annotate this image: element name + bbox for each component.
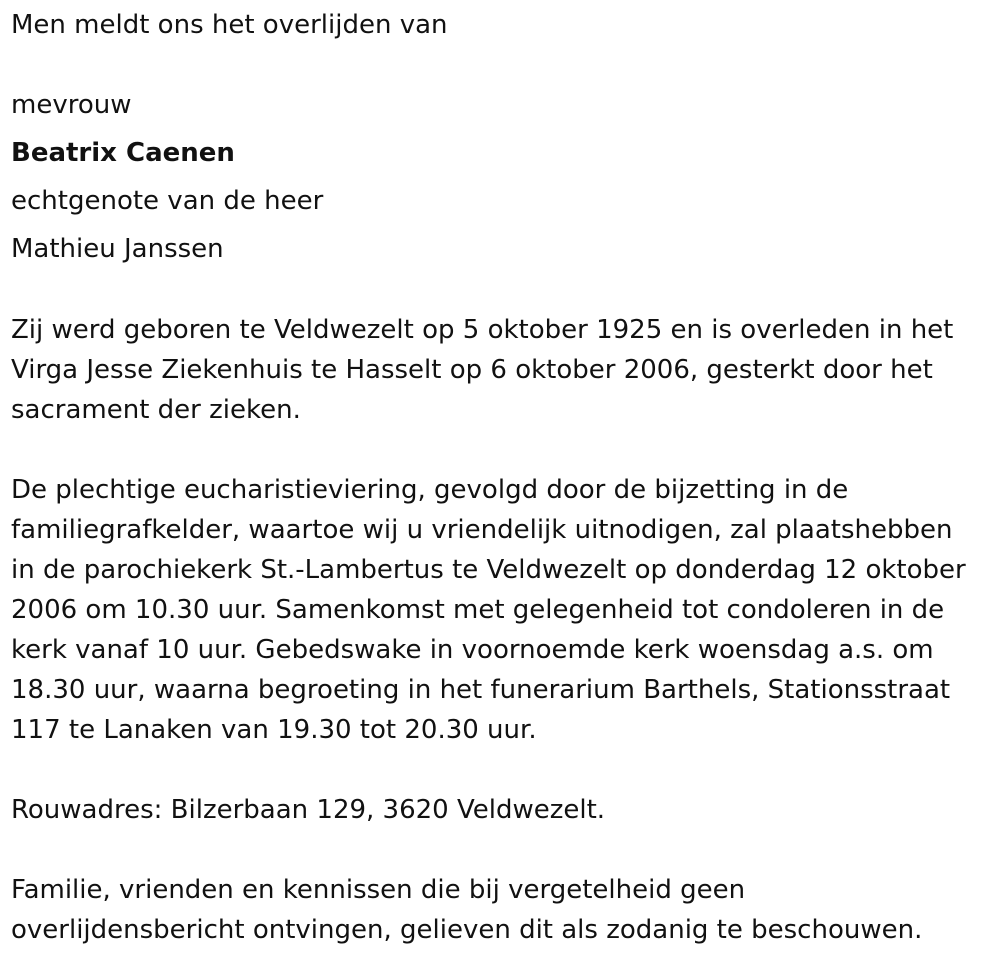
spouse-name: Mathieu Janssen (11, 234, 224, 264)
ceremony-line: 18.30 uur, waarna begroeting in het funerarium Barthels, Stationsstraat (11, 675, 951, 705)
relation-text: echtgenote van de heer (11, 186, 324, 216)
birth-line: Zij werd geboren te Veldwezelt op 5 oktober 1925 en is overleden in het (11, 315, 954, 345)
address-paragraph (11, 790, 991, 830)
ceremony-paragraph (11, 470, 991, 750)
closing-line: overlijdensbericht ontvingen, gelieven dit als zodanig te beschouwen. (11, 915, 923, 945)
deceased-name: Beatrix Caenen (11, 138, 235, 168)
mourning-address: Rouwadres: Bilzerbaan 129, 3620 Veldwezelt. (11, 795, 606, 825)
ceremony-line: De plechtige eucharistieviering, gevolgd door de bijzetting in de (11, 475, 849, 505)
birth-line: sacrament der zieken. (11, 395, 301, 425)
title-prefix: mevrouw (11, 90, 132, 120)
closing-paragraph (11, 870, 991, 950)
intro-text: Men meldt ons het overlijden van (11, 10, 448, 40)
ceremony-line: in de parochiekerk St.-Lambertus te Veldwezelt op donderdag 12 oktober (11, 555, 966, 585)
ceremony-line: 2006 om 10.30 uur. Samenkomst met gelegenheid tot condoleren in de (11, 595, 945, 625)
birth-line: Virga Jesse Ziekenhuis te Hasselt op 6 oktober 2006, gesterkt door het (11, 355, 933, 385)
ceremony-line: kerk vanaf 10 uur. Gebedswake in voornoemde kerk woensdag a.s. om (11, 635, 934, 665)
closing-line: Familie, vrienden en kennissen die bij vergetelheid geen (11, 875, 746, 905)
ceremony-line: familiegrafkelder, waartoe wij u vriendelijk uitnodigen, zal plaatshebben (11, 515, 953, 545)
birth-paragraph (11, 310, 991, 430)
ceremony-line: 117 te Lanaken van 19.30 tot 20.30 uur. (11, 715, 537, 745)
